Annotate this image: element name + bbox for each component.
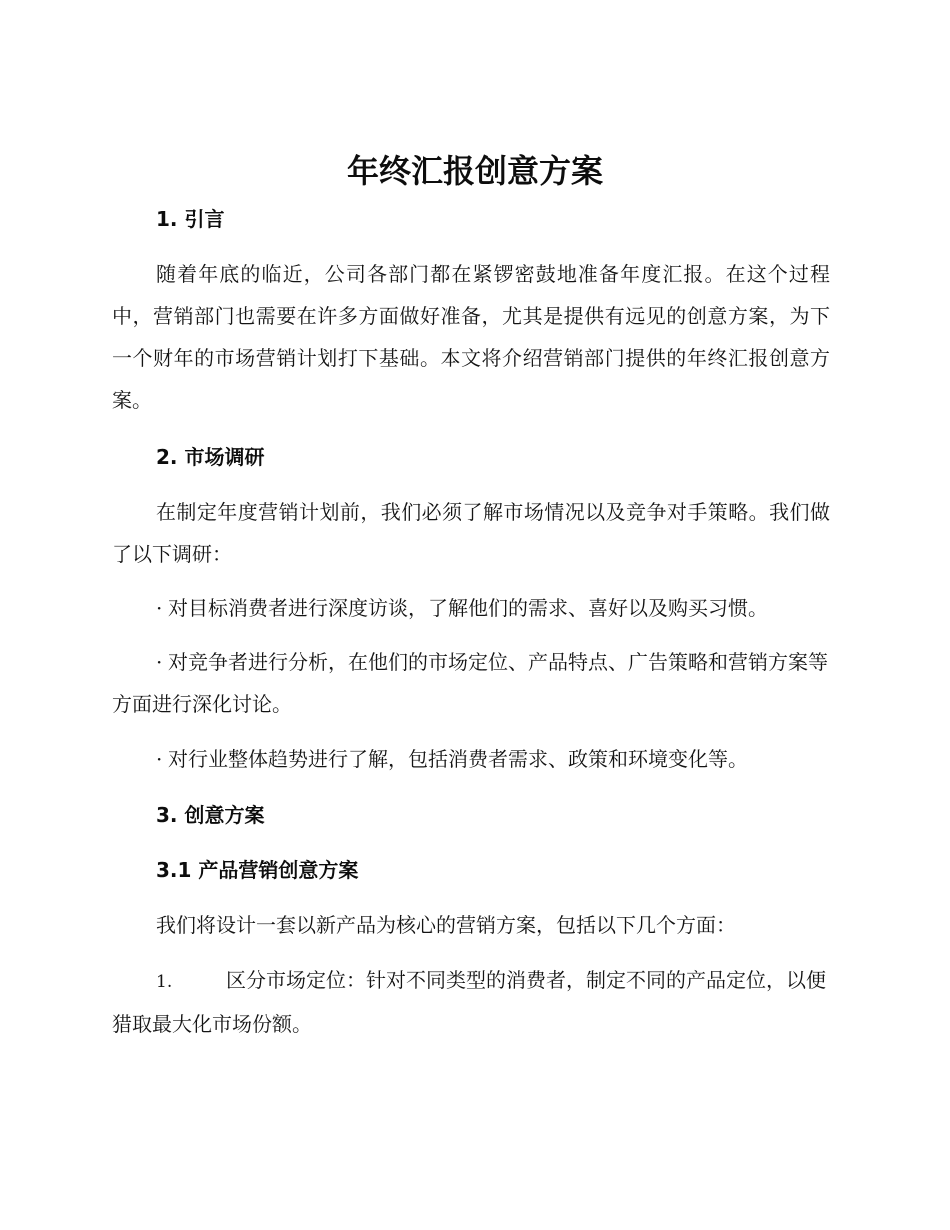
bullet-text: 对行业整体趋势进行了解，包括消费者需求、政策和环境变化等。 <box>168 747 748 771</box>
intro-paragraph: 随着年底的临近，公司各部门都在紧锣密鼓地准备年度汇报。在这个过程中，营销部门也需要在许多方面做好准备，尤其是提供有远见的创意方案，为下一个财年的市场营销计划打下基础。本文将介绍营销部门提供的年终汇报创意方案。 <box>112 262 830 412</box>
research-bullet-item <box>112 587 830 629</box>
list-number: 1. <box>156 972 173 992</box>
creative-paragraph: 我们将设计一套以新产品为核心的营销方案，包括以下几个方面： <box>156 913 736 937</box>
section-heading-creative: 3. 创意方案 <box>156 803 265 827</box>
bullet-text: 对目标消费者进行深度访谈，了解他们的需求、喜好以及购买习惯。 <box>168 596 768 620</box>
bullet-icon: · <box>156 650 163 674</box>
bullet-icon: · <box>156 596 163 620</box>
list-item-text: 区分市场定位：针对不同类型的消费者，制定不同的产品定位，以便猎取最大化市场份额。 <box>112 968 826 1036</box>
bullet-text: 对竞争者进行分析，在他们的市场定位、产品特点、广告策略和营销方案等方面进行深化讨论。 <box>112 650 828 716</box>
section-heading-intro: 1. 引言 <box>156 207 225 231</box>
bullet-icon: · <box>156 747 163 771</box>
section-heading-research: 2. 市场调研 <box>156 445 265 469</box>
research-bullet-item <box>112 641 830 725</box>
subsection-heading-product-marketing: 3.1 产品营销创意方案 <box>156 858 359 882</box>
research-bullet-item <box>112 738 830 780</box>
research-paragraph: 在制定年度营销计划前，我们必须了解市场情况以及竞争对手策略。我们做了以下调研： <box>112 500 830 566</box>
numbered-list-item <box>112 959 830 1045</box>
document-title: 年终汇报创意方案 <box>346 152 603 190</box>
